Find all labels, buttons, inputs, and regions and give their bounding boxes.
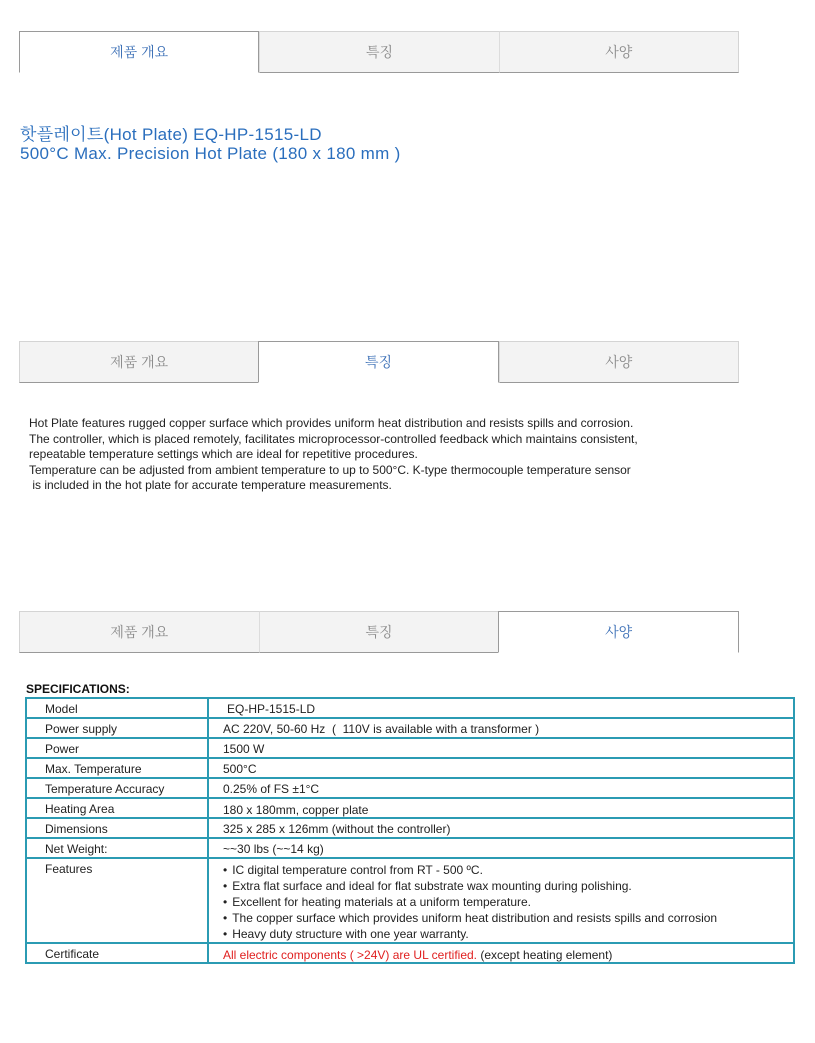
spec-label: Heating Area	[26, 798, 208, 818]
features-line: Hot Plate features rugged copper surface which provides uniform heat distribution and resists spills and corrosion.	[29, 416, 634, 430]
tabbar-features	[19, 341, 739, 383]
spec-label: Dimensions	[26, 818, 208, 838]
spec-label: Features	[26, 858, 208, 943]
spec-value: ~~30 lbs (~~14 kg)	[208, 838, 794, 858]
features-line: Temperature can be adjusted from ambient temperature to up to 500°C. K-type thermocouple temperature sensor	[29, 462, 631, 477]
tabbar-overview	[19, 31, 739, 73]
tab-features[interactable]: 특징	[259, 611, 499, 653]
table-row	[26, 778, 794, 798]
table-row	[26, 818, 794, 838]
list-item: • Heavy duty structure with one year warranty.	[223, 926, 793, 942]
tab-features[interactable]: 특징	[259, 31, 498, 73]
table-row	[26, 758, 794, 778]
list-item: • Excellent for heating materials at a uniform temperature.	[223, 894, 793, 910]
spec-label: Model	[26, 698, 208, 718]
specifications-heading: SPECIFICATIONS:	[26, 682, 130, 696]
features-line: is included in the hot plate for accurate temperature measurements.	[29, 478, 392, 493]
tab-overview[interactable]: 제품 개요	[19, 611, 259, 653]
tab-specifications[interactable]: 사양	[498, 611, 739, 653]
list-item: • The copper surface which provides uniform heat distribution and resists spills and corrosion	[223, 910, 793, 926]
features-text	[29, 416, 809, 494]
list-item: • IC digital temperature control from RT - 500 ºC.	[223, 862, 793, 878]
certificate-exception: (except heating element)	[477, 947, 613, 962]
product-subtitle: 500°C Max. Precision Hot Plate (180 x 180 mm )	[20, 144, 401, 163]
table-row	[26, 838, 794, 858]
spec-label: Power	[26, 738, 208, 758]
spec-value: 0.25% of FS ±1°C	[208, 778, 794, 798]
spec-value: 325 x 285 x 126mm (without the controller)	[208, 818, 794, 838]
spec-value: EQ-HP-1515-LD	[208, 698, 794, 718]
table-row	[26, 738, 794, 758]
spec-label: Net Weight:	[26, 838, 208, 858]
specifications-table	[25, 697, 795, 964]
tab-overview[interactable]: 제품 개요	[19, 31, 259, 73]
spec-label: Max. Temperature	[26, 758, 208, 778]
list-item: • Extra flat surface and ideal for flat substrate wax mounting during polishing.	[223, 878, 793, 894]
table-row	[26, 858, 794, 943]
features-line: repeatable temperature settings which are ideal for repetitive procedures.	[29, 447, 418, 462]
tabbar-specifications	[19, 611, 739, 653]
spec-label: Temperature Accuracy	[26, 778, 208, 798]
certificate-ul-note: All electric components ( >24V) are UL certified.	[223, 947, 477, 962]
table-row	[26, 698, 794, 718]
tab-overview[interactable]: 제품 개요	[19, 341, 258, 383]
features-list	[223, 862, 793, 942]
table-row	[26, 798, 794, 818]
product-title: 핫플레이트(Hot Plate) EQ-HP-1515-LD	[20, 125, 322, 144]
certificate-value	[208, 943, 794, 963]
spec-value: 1500 W	[208, 738, 794, 758]
tab-specifications[interactable]: 사양	[499, 341, 739, 383]
table-row	[26, 718, 794, 738]
spec-label: Certificate	[26, 943, 208, 963]
tab-features[interactable]: 특징	[258, 341, 498, 383]
spec-value: AC 220V, 50-60 Hz ( 110V is available with a transformer )	[208, 718, 794, 738]
spec-label: Power supply	[26, 718, 208, 738]
spec-value: 500°C	[208, 758, 794, 778]
spec-value: 180 x 180mm, copper plate	[208, 798, 794, 818]
table-row	[26, 943, 794, 963]
features-list-cell	[208, 858, 794, 943]
tab-specifications[interactable]: 사양	[499, 31, 739, 73]
features-line: The controller, which is placed remotely, facilitates microprocessor-controlled feedback which maintains consistent,	[29, 431, 638, 446]
